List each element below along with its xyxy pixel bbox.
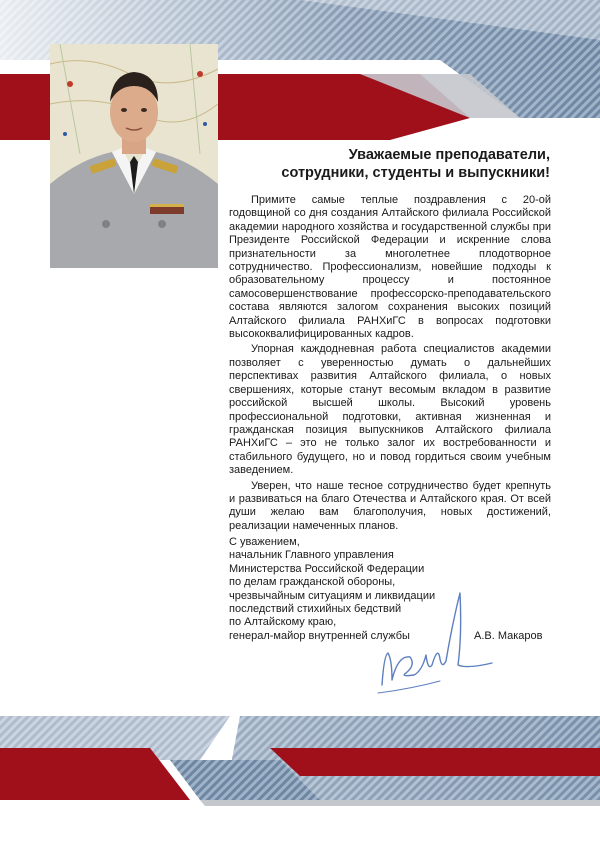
portrait-photo (50, 44, 218, 268)
letter-body (229, 194, 551, 535)
greeting-line-2: сотрудники, студенты и выпускники! (281, 165, 550, 181)
signer-name: А.В. Макаров (474, 630, 543, 642)
greeting-line-1: Уважаемые преподаватели, (348, 147, 550, 163)
closing-line: последствий стихийных бедствий (229, 603, 402, 616)
closing-line: С уважением, (229, 536, 300, 548)
closing-line: генерал-майор внутренней службы (229, 629, 410, 642)
greeting-heading (230, 146, 550, 182)
closing-line: по делам гражданской обороны, (229, 576, 396, 589)
letter-paragraph: Уверен, что наше тесное сотрудничество будет крепнуть и развиваться на благо Отечества и Алтайского края. От всей души желаю вам благополучия, новых достижений, реализации намеченных планов. (229, 479, 551, 532)
letter-paragraph: Упорная каждодневная работа специалистов академии позволяет с уверенностью думать о дальнейших перспективах развития Алтайского филиала, о новых свершениях, которые станут весомым вкладом в развитие российской высшей школы. Высокий уровень профессиональной подготовки, активная жизненная и гражданская позиция выпускников Алтайского филиала РАНХиГС – это не только залог их востребованности и стабильного будущего, но и повод гордиться своим учебным заведением. (229, 343, 551, 477)
letter-paragraph: Примите самые теплые поздравления с 20-ой годовщиной со дня создания Алтайского филиала Российской академии народного хозяйства и государственной службы при Президенте Российской Федерации и искренние слова признательности за многолетнее плодотворное сотрудничество. Профессионализм, новейшие подходы к образовательному процессу и постоянное самосовершенствование профессорско-преподавательского состава являются залогом сохранения высоких позиций Алтайского филиала РАНХиГС в вопросах подготовки высококвалифицированных кадров. (229, 194, 551, 341)
closing-line: Министерства Российской Федерации (229, 562, 425, 575)
closing-line: начальник Главного управления (229, 549, 394, 562)
handwritten-signature (370, 585, 500, 705)
closing-line: чрезвычайным ситуациям и ликвидации (229, 589, 436, 602)
closing-line: по Алтайскому краю, (229, 616, 337, 629)
